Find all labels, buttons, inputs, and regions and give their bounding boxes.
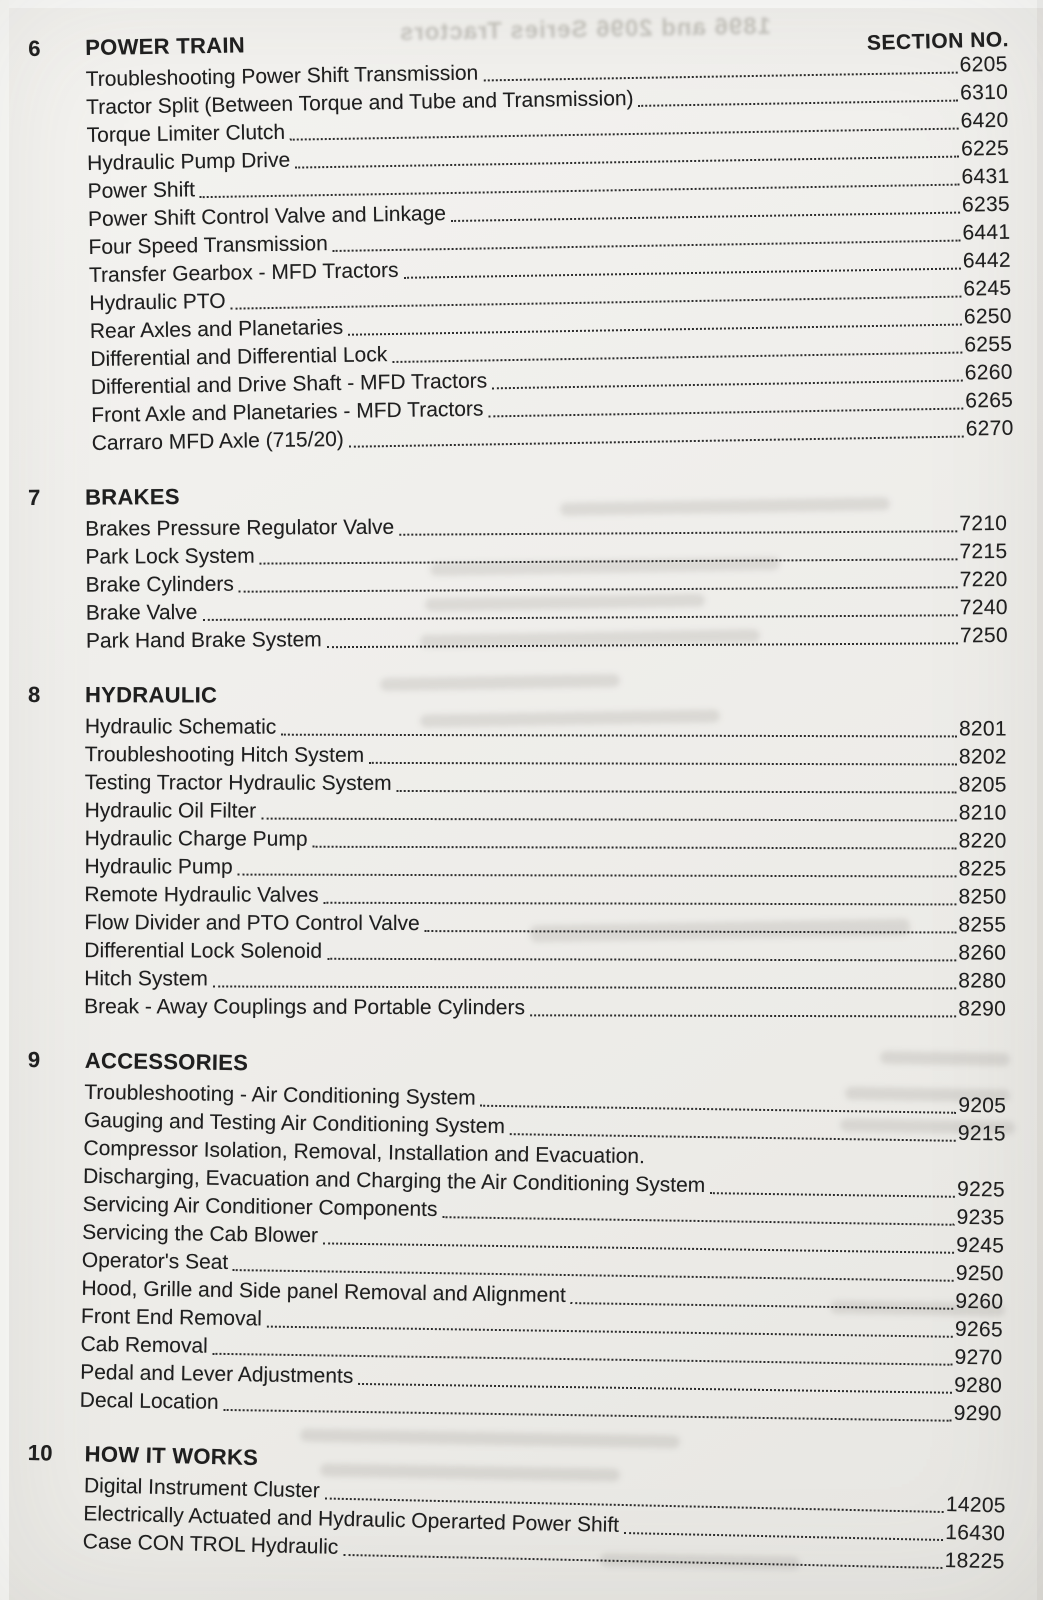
- toc-entry-label: Differential Lock Solenoid: [84, 939, 323, 963]
- toc-entry-section-number: 8290: [958, 997, 1007, 1021]
- toc-row: [85, 711, 1007, 741]
- toc-entry-section-number: 9270: [954, 1345, 1003, 1370]
- toc-entry-label: Troubleshooting - Air Conditioning System: [84, 1080, 476, 1110]
- toc-entry-label: Remote Hydraulic Valves: [84, 883, 319, 907]
- toc-entry-section-number: 7240: [959, 596, 1008, 620]
- toc-entry-label: Decal Location: [79, 1388, 219, 1414]
- toc-entry-section-number: 8260: [958, 941, 1007, 965]
- toc-entry-label: Hood, Grille and Side panel Removal and Alignment: [81, 1276, 567, 1308]
- toc-entry-section-number: 7220: [959, 568, 1008, 592]
- toc-entry-section-number: 6431: [961, 164, 1010, 189]
- toc-entry-section-number: 8201: [958, 717, 1007, 741]
- dotted-leader: [425, 930, 957, 933]
- toc-entry-section-number: 6260: [964, 360, 1013, 385]
- dotted-leader: [327, 958, 956, 962]
- toc-entry-label: Servicing Air Conditioner Components: [82, 1192, 438, 1222]
- toc-entry-section-number: 8220: [958, 829, 1007, 853]
- toc-entry-label: Park Hand Brake System: [85, 628, 322, 653]
- toc-entry-section-number: 6441: [962, 220, 1011, 245]
- toc-section-title: HYDRAULIC: [84, 682, 218, 708]
- toc-row: [85, 795, 1007, 825]
- toc-entry-label: Rear Axles and Planetaries: [89, 315, 344, 344]
- dotted-leader: [202, 614, 957, 621]
- toc-entry-label: Electrically Actuated and Hydraulic Operarted Power Shift: [83, 1502, 620, 1537]
- toc-row: [85, 823, 1007, 853]
- toc-row: [84, 907, 1006, 937]
- toc-entry-section-number: 8205: [958, 773, 1007, 797]
- toc-entry-label: Four Speed Transmission: [88, 232, 328, 260]
- toc-section-number: 6: [28, 35, 41, 61]
- toc-entry-section-number: 9250: [955, 1261, 1004, 1286]
- toc-entry-label: Operator's Seat: [81, 1248, 229, 1274]
- toc-row: [84, 963, 1006, 993]
- toc-entry-label: Hydraulic PTO: [89, 289, 226, 316]
- toc-row: [86, 620, 1008, 654]
- toc-entry-label: Transfer Gearbox - MFD Tractors: [88, 258, 399, 288]
- dotted-leader: [530, 1014, 956, 1017]
- toc-entry-section-number: 9265: [954, 1317, 1004, 1342]
- toc-entry-section-number: 6310: [959, 80, 1009, 105]
- toc-section-rows: [85, 49, 1013, 456]
- toc-entry-section-number: 8202: [958, 745, 1007, 769]
- dotted-leader: [261, 818, 957, 822]
- toc-entry-section-number: 9225: [956, 1177, 1006, 1202]
- toc-section-heading: [28, 682, 1007, 714]
- toc-entry-section-number: 7250: [959, 624, 1009, 648]
- toc-row: [85, 739, 1007, 769]
- toc-entry-section-number: 8280: [958, 969, 1007, 993]
- toc-section-number: 9: [27, 1047, 41, 1073]
- toc-entry-label: Troubleshooting Hitch System: [84, 743, 365, 767]
- toc-entry-label: Front End Removal: [80, 1304, 263, 1331]
- toc-section-how-it-works: [26, 1440, 1007, 1574]
- toc-entry-label: Hitch System: [84, 967, 208, 991]
- toc-section-rows: [84, 711, 1007, 1021]
- toc-entry-label: Pedal and Lever Adjustments: [80, 1360, 354, 1388]
- dotted-leader: [349, 436, 964, 448]
- dotted-leader: [313, 846, 957, 850]
- toc-entry-section-number: 6235: [961, 192, 1011, 217]
- toc-entry-label: Tractor Split (Between Torque and Tube and Transmission): [86, 86, 634, 120]
- toc-sections: [27, 32, 1014, 1574]
- toc-section-title: HOW IT WORKS: [84, 1441, 259, 1471]
- toc-entry-label: Brakes Pressure Regulator Valve: [85, 515, 395, 541]
- toc-row: [85, 767, 1007, 797]
- toc-entry-section-number: 8225: [958, 857, 1007, 881]
- toc-entry-label: Troubleshooting Power Shift Transmission: [85, 61, 479, 92]
- toc-section-hydraulic: [27, 682, 1007, 1022]
- toc-section-rows: [80, 1077, 1007, 1427]
- toc-entry-section-number: 9260: [955, 1289, 1004, 1314]
- toc-entry-section-number: 8250: [958, 885, 1007, 909]
- dotted-leader: [238, 874, 957, 878]
- toc-section-title: POWER TRAIN: [84, 32, 246, 61]
- toc-entry-label: Hydraulic Pump Drive: [86, 148, 291, 176]
- dotted-leader: [710, 1192, 955, 1198]
- toc-entry-section-number: 6225: [960, 136, 1010, 161]
- dotted-leader: [239, 586, 958, 592]
- toc-entry-label: Brake Cylinders: [85, 572, 234, 597]
- toc-section-accessories: [23, 1047, 1007, 1426]
- toc-entry-section-number: 9235: [956, 1205, 1005, 1230]
- toc-entry-label: Flow Divider and PTO Control Valve: [84, 911, 420, 936]
- toc-entry-section-number: 14205: [945, 1493, 1007, 1518]
- toc-entry-label: Gauging and Testing Air Conditioning System: [83, 1108, 506, 1139]
- toc-entry-label: Torque Limiter Clutch: [86, 120, 286, 148]
- toc-entry-label: Hydraulic Oil Filter: [84, 799, 257, 823]
- toc-section-number: 10: [27, 1440, 54, 1466]
- toc-entry-label: Brake Valve: [85, 600, 198, 625]
- toc-entry-label: Differential and Drive Shaft - MFD Tractors: [90, 369, 488, 400]
- toc-row: [84, 935, 1006, 965]
- toc-entry-label: Digital Instrument Cluster: [83, 1474, 320, 1503]
- toc-row: [84, 879, 1006, 909]
- toc-entry-section-number: 16430: [945, 1521, 1006, 1546]
- dotted-leader: [281, 734, 957, 738]
- toc-entry-section-number: 9290: [953, 1401, 1002, 1426]
- toc-entry-label: Servicing the Cab Blower: [82, 1220, 319, 1248]
- toc-section-power-train: [28, 20, 1014, 457]
- toc-entry-section-number: 6250: [963, 304, 1012, 329]
- toc-entry-section-number: 6205: [959, 52, 1008, 77]
- dotted-leader: [213, 985, 956, 989]
- toc-entry-label: Cab Removal: [80, 1332, 208, 1358]
- toc-entry-label: Power Shift: [87, 178, 196, 204]
- toc-entry-label: Power Shift Control Valve and Linkage: [87, 202, 447, 232]
- toc-entry-label: Hydraulic Schematic: [84, 715, 277, 739]
- toc-row: [84, 851, 1006, 881]
- toc-entry-section-number: 6255: [964, 332, 1013, 357]
- dotted-leader: [260, 558, 958, 564]
- toc-entry-label: Compressor Isolation, Removal, Installation and Evacuation.: [83, 1136, 646, 1169]
- toc-section-rows: [85, 508, 1008, 654]
- toc-entry-section-number: 6245: [963, 276, 1012, 301]
- toc-entry-label: Break - Away Couplings and Portable Cylinders: [84, 995, 526, 1020]
- dotted-leader: [397, 790, 957, 793]
- toc-entry-label: Case CON TROL Hydraulic: [82, 1530, 339, 1559]
- toc-entry-label: Testing Tractor Hydraulic System: [84, 771, 392, 795]
- toc-entry-label: Front Axle and Planetaries - MFD Tractors: [91, 397, 484, 428]
- toc-entry-label: Hydraulic Charge Pump: [84, 827, 308, 851]
- toc-entry-section-number: 6420: [960, 108, 1009, 133]
- toc-entry-section-number: 6442: [962, 248, 1012, 273]
- dotted-leader: [324, 902, 957, 906]
- toc-row: [84, 991, 1006, 1021]
- toc-entry-label: Discharging, Evacuation and Charging the Air Conditioning System: [82, 1164, 706, 1198]
- toc-entry-section-number: 7210: [959, 512, 1008, 536]
- bleedthrough-title: 1896 and 2096 Series Tractors: [398, 12, 772, 47]
- dotted-leader: [327, 642, 958, 648]
- toc-section-title: BRAKES: [84, 484, 180, 510]
- toc-section-brakes: [28, 479, 1008, 654]
- toc-entry-section-number: 8255: [958, 913, 1007, 937]
- toc-entry-section-number: 8210: [958, 801, 1007, 825]
- toc-entry-label: Differential and Differential Lock: [90, 343, 388, 372]
- toc-entry-label: Hydraulic Pump: [84, 855, 233, 879]
- toc-entry-section-number: 6265: [965, 388, 1014, 413]
- dotted-leader: [369, 762, 957, 766]
- toc-entry-section-number: 18225: [944, 1549, 1005, 1574]
- dotted-leader: [343, 1554, 942, 1569]
- toc-entry-section-number: 6270: [965, 416, 1014, 441]
- dotted-leader: [399, 530, 957, 535]
- toc-entry-label: Park Lock System: [85, 544, 255, 569]
- toc-entry-section-number: 9280: [953, 1373, 1003, 1398]
- toc-entry-section-number: 9215: [957, 1121, 1006, 1146]
- dotted-leader: [224, 1409, 952, 1422]
- toc-entry-label: Carraro MFD Axle (715/20): [91, 427, 345, 455]
- toc-section-number: 8: [27, 682, 41, 708]
- toc-section-number: 7: [28, 484, 41, 510]
- toc-section-title: ACCESSORIES: [84, 1047, 249, 1076]
- toc-entry-section-number: 9205: [958, 1093, 1007, 1118]
- section-no-header: SECTION NO.: [866, 28, 1010, 55]
- toc-entry-section-number: 7215: [959, 540, 1008, 564]
- toc-entry-section-number: 9245: [956, 1233, 1005, 1258]
